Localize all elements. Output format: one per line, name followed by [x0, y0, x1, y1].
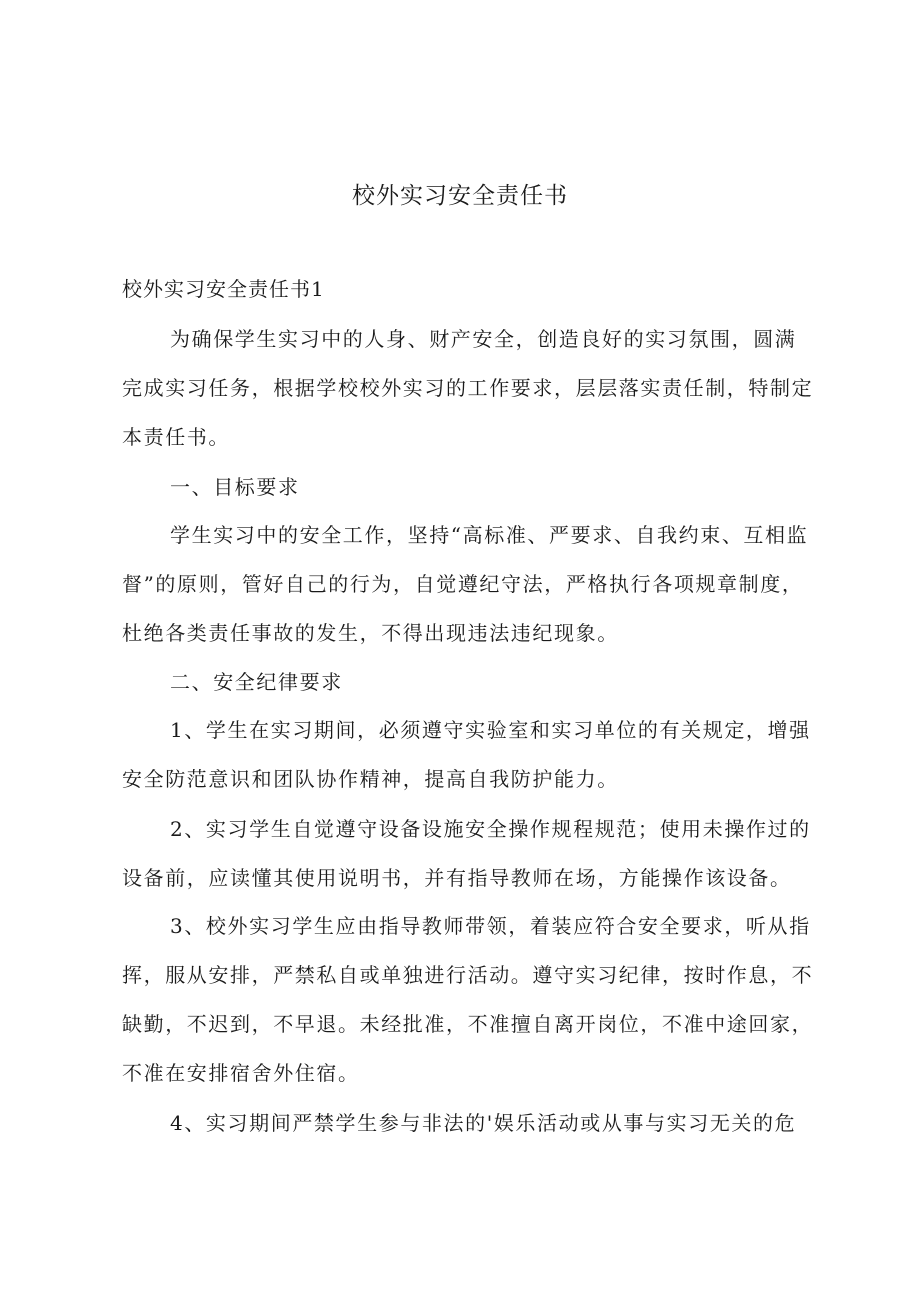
section1-heading-text: 一、目标要求 — [170, 475, 300, 499]
discipline-item-4 — [122, 1099, 817, 1148]
item3-text: 3、校外实习学生应由指导教师带领，着装应符合安全要求，听从指挥，服从安排，严禁私自或单独进行活动。遵守实习纪律，按时作息，不缺勤，不迟到，不早退。未经批准，不准擅自离开岗位，不准中途回家，不准在安排宿舍外住宿。 — [122, 914, 814, 1085]
item4-text: 4、实习期间严禁学生参与非法的'娱乐活动或从事与实习无关的危 — [170, 1111, 797, 1135]
discipline-item-2 — [122, 805, 817, 903]
discipline-item-1 — [122, 706, 817, 804]
item2-text: 2、实习学生自觉遵守设备设施安全操作规程规范；使用未操作过的设备前，应读懂其使用说明书，并有指导教师在场，方能操作该设备。 — [122, 817, 811, 890]
document-title: 校外实习安全责任书 — [352, 183, 568, 209]
document-subtitle — [122, 265, 817, 314]
discipline-item-3 — [122, 902, 817, 1098]
section-heading-goals — [122, 463, 817, 512]
section1-body-text: 学生实习中的安全工作，坚持“高标准、严要求、自我约束、互相监督”的原则，管好自己的行为，自觉遵纪守法，严格执行各项规章制度，杜绝各类责任事故的发生，不得出现违法违纪现象。 — [122, 523, 809, 645]
intro-paragraph — [122, 315, 817, 462]
item1-text: 1、学生在实习期间，必须遵守实验室和实习单位的有关规定，增强安全防范意识和团队协作精神，提高自我防护能力。 — [122, 718, 811, 791]
subtitle-text: 校外实习安全责任书1 — [122, 277, 325, 301]
section-heading-discipline — [122, 658, 817, 707]
section2-heading-text: 二、安全纪律要求 — [170, 670, 343, 694]
section-goals-paragraph — [122, 511, 817, 658]
intro-text: 为确保学生实习中的人身、财产安全，创造良好的实习氛围，圆满完成实习任务，根据学校校外实习的工作要求，层层落实责任制，特制定本责任书。 — [122, 327, 814, 449]
